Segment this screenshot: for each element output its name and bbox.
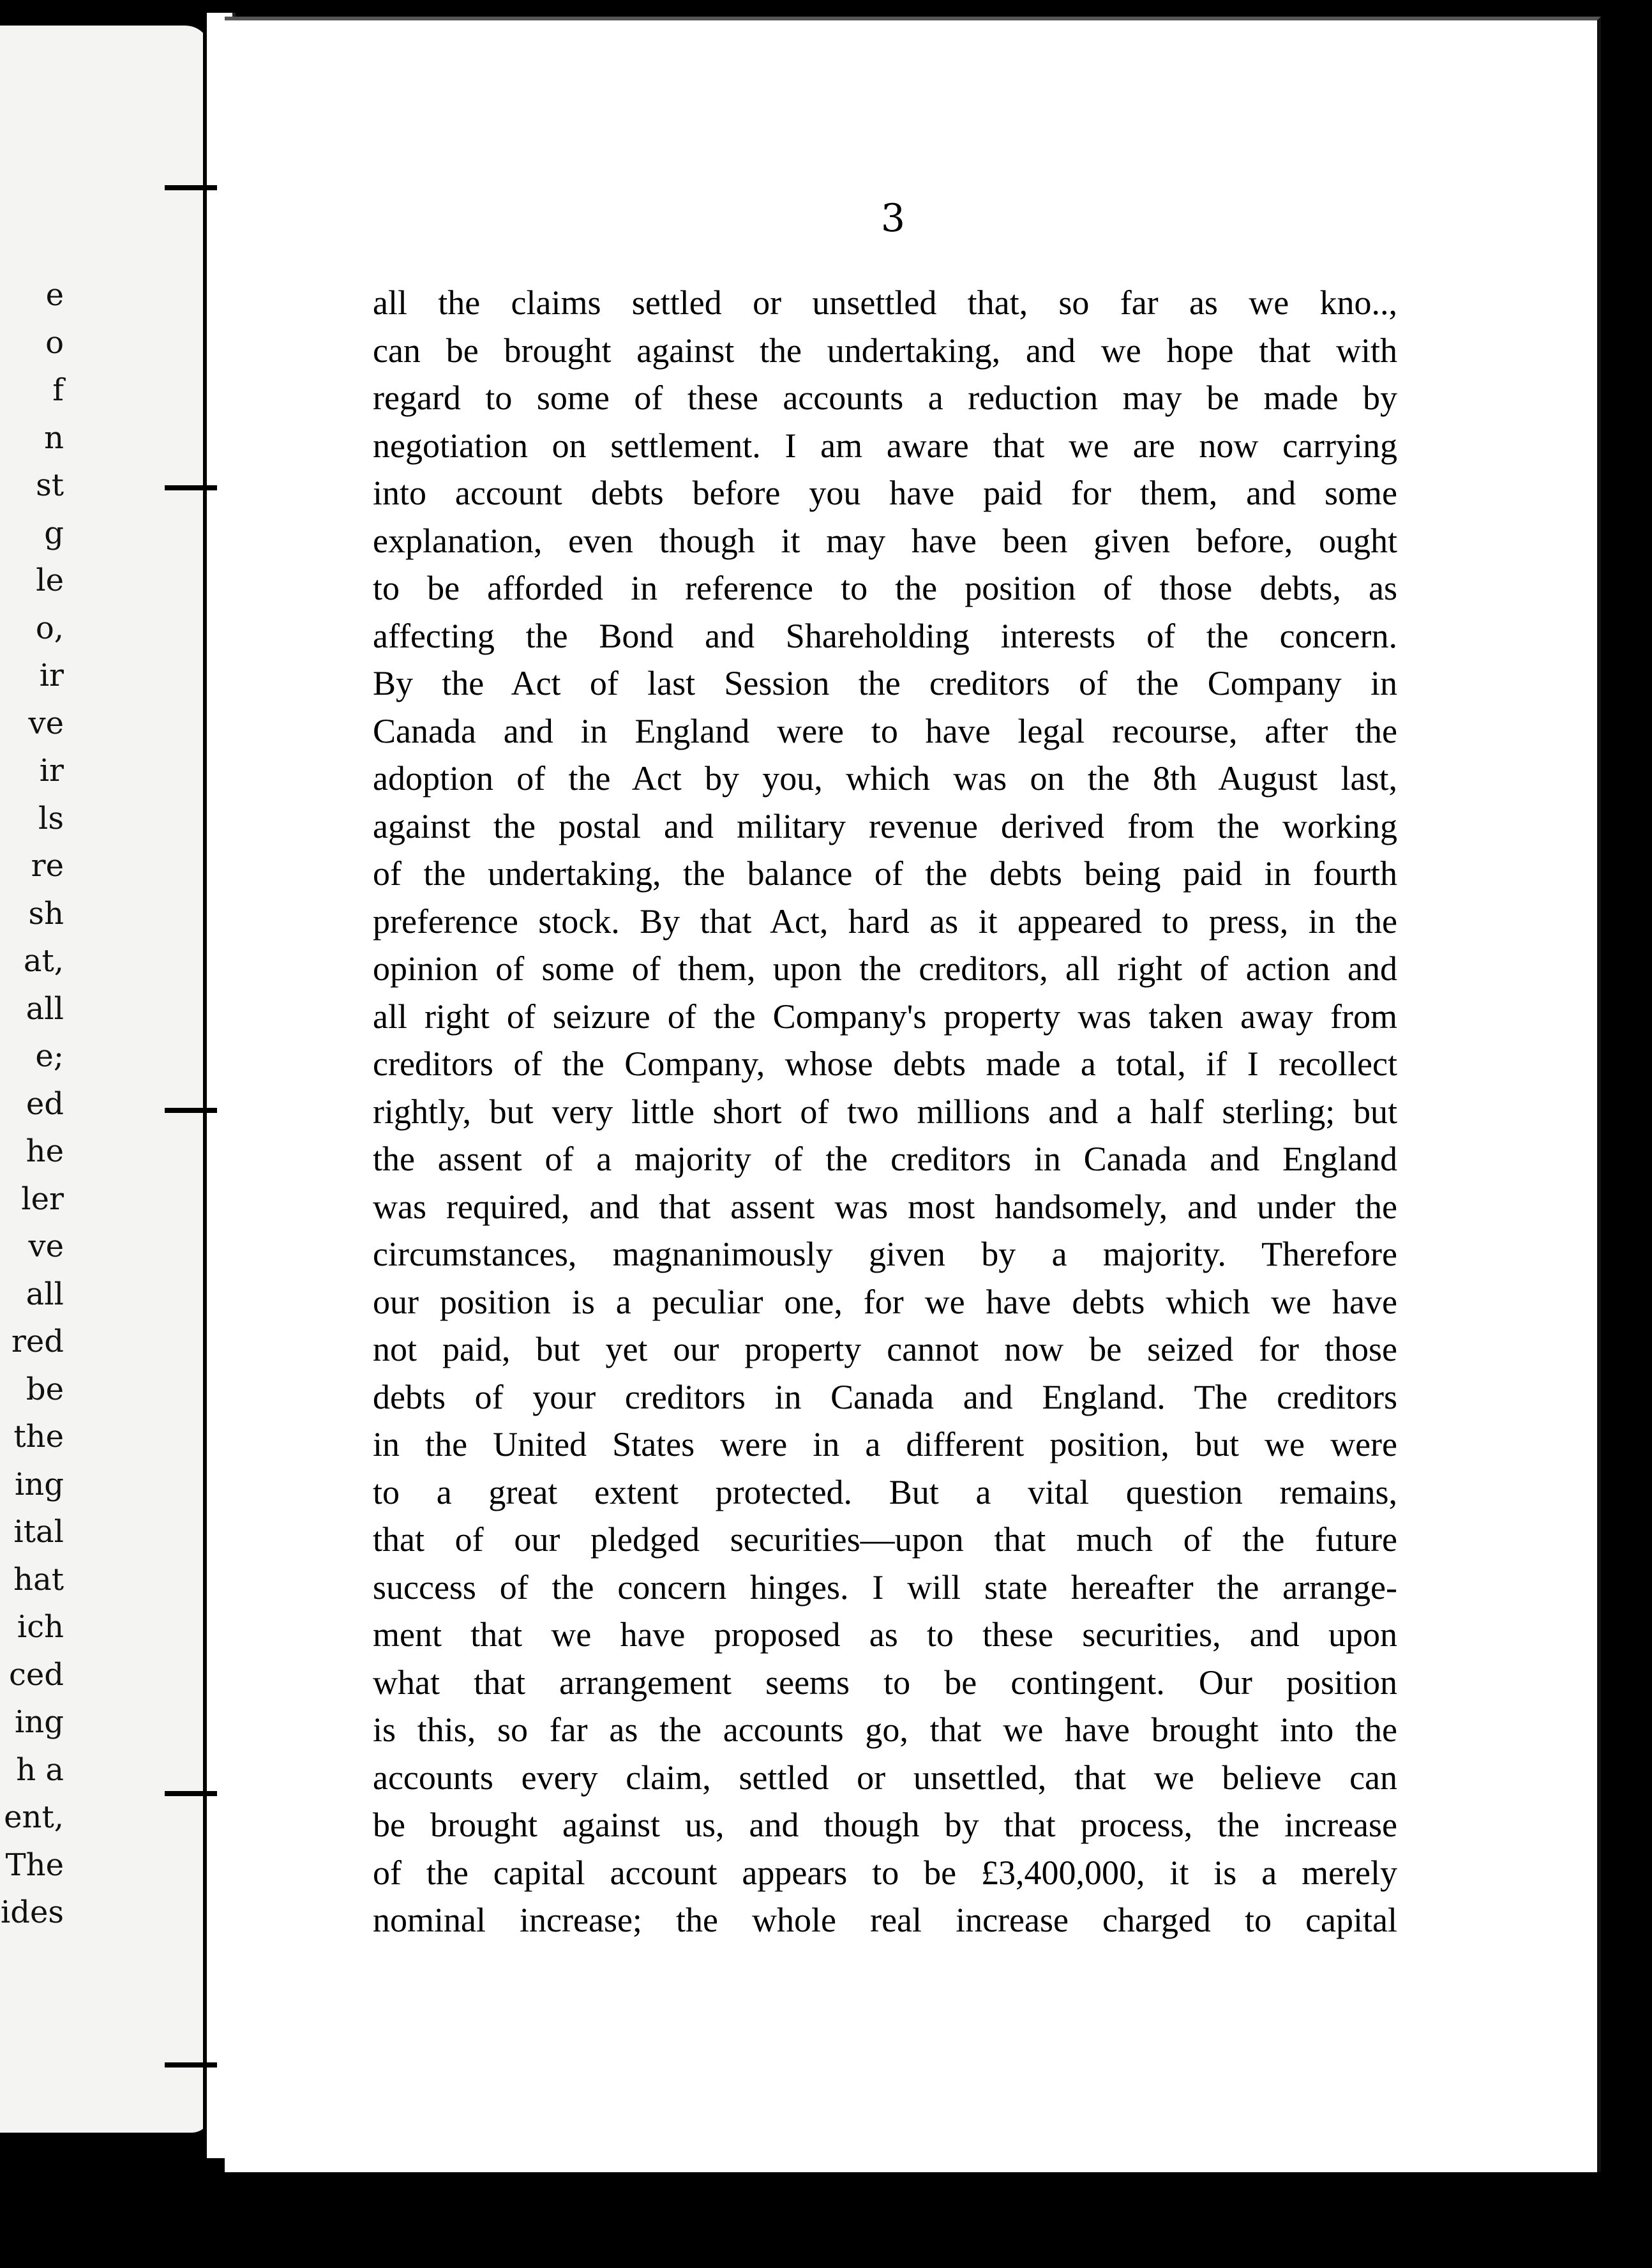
left-page-text-fragments [0, 271, 64, 1937]
left-page-fragment: ing [15, 1704, 64, 1740]
left-page-fragment: ir [39, 753, 64, 789]
left-page-fragment: ing [15, 1466, 64, 1502]
left-page-fragment: he [26, 1133, 64, 1169]
left-page-fragment: g [44, 515, 64, 551]
text-line: of the undertaking, the balance of the debts being paid in fourth [373, 854, 1397, 893]
text-line: all right of seizure of the Company's property was taken away from [373, 997, 1397, 1036]
text-line: our position is a peculiar one, for we have debts which we have [373, 1282, 1397, 1321]
text-line: accounts every claim, settled or unsettled, that we believe can [373, 1758, 1397, 1797]
text-line: to be afforded in reference to the position of those debts, as [373, 569, 1397, 607]
text-line: against the postal and military revenue derived from the working [373, 806, 1397, 845]
left-page-fragment: f [52, 372, 64, 408]
left-page-fragment: all [26, 1276, 64, 1312]
left-page-fragment: n [44, 420, 64, 456]
left-page-fragment: ir [39, 658, 64, 693]
left-page-fragment: o, [35, 610, 64, 646]
left-page-fragment: ced [8, 1656, 64, 1693]
body-text [373, 279, 1397, 1944]
text-line: that of our pledged securities—upon that much of the future [373, 1520, 1397, 1559]
text-line: all the claims settled or unsettled that, so far as we kno.., [373, 284, 1397, 322]
left-page-fragment: re [31, 848, 64, 884]
text-line: opinion of some of them, upon the creditors, all right of action and [373, 949, 1397, 988]
left-facing-page [0, 26, 211, 2133]
left-page-fragment: ital [13, 1514, 64, 1550]
left-page-fragment: h a [16, 1751, 64, 1788]
text-line: By the Act of last Session the creditors of the Company in [373, 664, 1397, 702]
left-page-fragment: sh [28, 895, 64, 932]
text-line: adoption of the Act by you, which was on the 8th August last, [373, 759, 1397, 798]
left-page-fragment: ides [0, 1894, 64, 1930]
left-page-fragment: o [45, 324, 64, 361]
text-line: not paid, but yet our property cannot now be seized for those [373, 1330, 1397, 1368]
left-page-fragment: ed [26, 1085, 64, 1122]
left-page-fragment: e [45, 277, 64, 313]
left-page-fragment: at, [23, 943, 64, 979]
text-line: negotiation on settlement. I am aware that we are now carrying [373, 426, 1397, 465]
left-page-fragment: ve [28, 705, 64, 741]
text-line: to a great extent protected. But a vital question remains, [373, 1472, 1397, 1511]
text-line: in the United States were in a different position, but we were [373, 1425, 1397, 1463]
text-line: affecting the Bond and Shareholding interests of the concern. [373, 616, 1397, 655]
left-page-fragment: the [13, 1419, 64, 1455]
text-line: what that arrangement seems to be contingent. Our position [373, 1663, 1397, 1702]
text-line: can be brought against the undertaking, and we hope that with [373, 331, 1397, 370]
left-page-fragment: st [36, 467, 64, 503]
left-page-fragment: ich [17, 1609, 64, 1645]
left-page-fragment: e; [35, 1038, 64, 1074]
left-page-fragment: ent, [4, 1799, 64, 1835]
text-line: circumstances, magnanimously given by a majority. Therefore [373, 1235, 1397, 1273]
left-page-fragment: be [26, 1371, 64, 1407]
left-page-fragment: The [5, 1847, 64, 1883]
left-page-fragment: hat [13, 1561, 64, 1598]
text-line: be brought against us, and though by that process, the increase [373, 1806, 1397, 1844]
left-page-fragment: all [26, 990, 64, 1027]
main-page [225, 17, 1601, 2172]
left-page-fragment: ls [38, 800, 64, 836]
text-line: regard to some of these accounts a reduction may be made by [373, 379, 1397, 417]
left-page-fragment: le [36, 563, 64, 598]
left-page-fragment: ler [21, 1181, 64, 1217]
left-page-fragment: ve [28, 1228, 64, 1264]
text-line: is this, so far as the accounts go, that we have brought into the [373, 1711, 1397, 1749]
text-line: preference stock. By that Act, hard as it appeared to press, in the [373, 902, 1397, 941]
text-line: success of the concern hinges. I will state hereafter the arrange- [373, 1568, 1397, 1606]
page-number: 3 [880, 196, 906, 241]
text-line: explanation, even though it may have been given before, ought [373, 521, 1397, 560]
binding-mark [165, 1108, 217, 1113]
text-line: into account debts before you have paid for them, and some [373, 474, 1397, 512]
text-line: Canada and in England were to have legal recourse, after the [373, 711, 1397, 750]
text-line: was required, and that assent was most handsomely, and under the [373, 1187, 1397, 1226]
text-line: ment that we have proposed as to these securities, and upon [373, 1615, 1397, 1654]
text-line: of the capital account appears to be £3,400,000, it is a merely [373, 1853, 1397, 1892]
text-line: nominal increase; the whole real increase charged to capital [373, 1901, 1397, 1939]
text-line: debts of your creditors in Canada and England. The creditors [373, 1377, 1397, 1416]
text-line: the assent of a majority of the creditors in Canada and England [373, 1140, 1397, 1178]
text-line: rightly, but very little short of two millions and a half sterling; but [373, 1092, 1397, 1131]
binding-mark [165, 2062, 217, 2068]
binding-mark [165, 1791, 217, 1796]
text-line: creditors of the Company, whose debts made a total, if I recollect [373, 1045, 1397, 1083]
binding-mark [165, 185, 217, 190]
left-page-fragment: red [11, 1324, 64, 1359]
binding-mark [165, 485, 217, 490]
